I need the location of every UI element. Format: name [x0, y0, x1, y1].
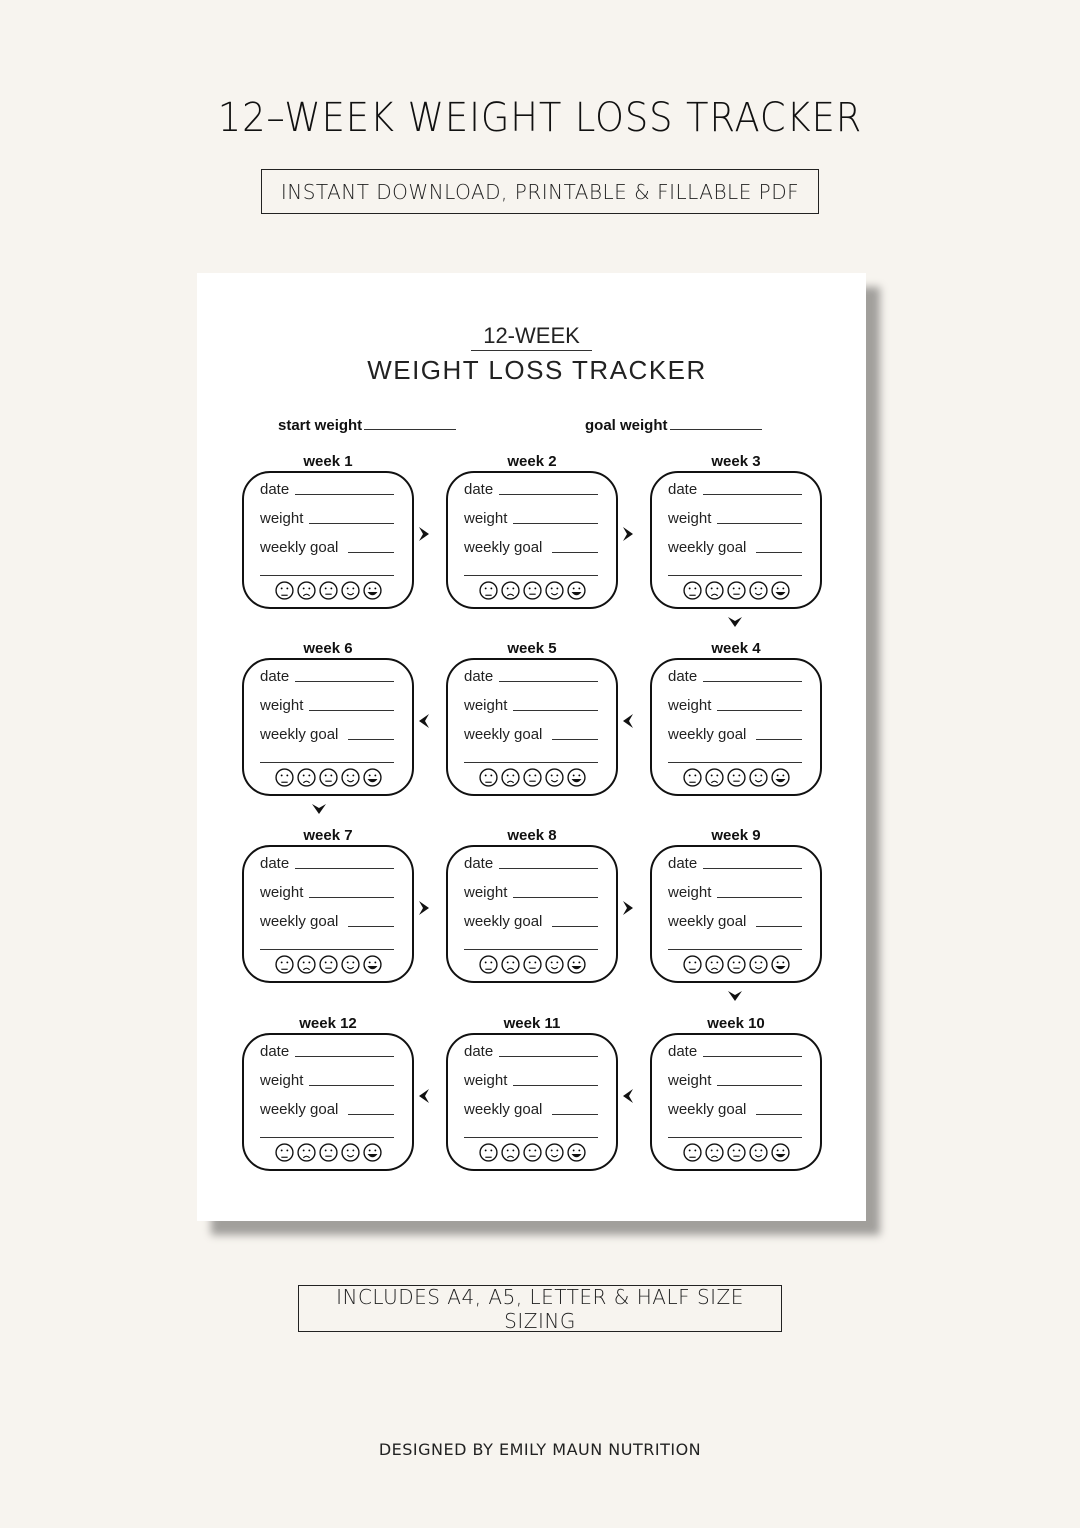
happy-face-icon[interactable] [567, 581, 586, 600]
week-card [242, 471, 414, 609]
mood-rating [448, 768, 616, 787]
week-label: week 11 [503, 1015, 561, 1032]
sad-face-icon[interactable] [683, 768, 702, 787]
goal-weight-label: goal weight [585, 417, 668, 434]
week-card [446, 658, 618, 796]
date-field[interactable] [668, 1043, 802, 1060]
frown-face-icon[interactable] [297, 1143, 316, 1162]
notes-line[interactable] [668, 762, 802, 763]
notes-line[interactable] [668, 1137, 802, 1138]
frown-face-icon[interactable] [297, 955, 316, 974]
happy-face-icon[interactable] [771, 581, 790, 600]
weekly-goal-label: weekly goal [668, 726, 747, 743]
weight-label: weight [668, 884, 712, 901]
arrow-left-icon [417, 713, 431, 729]
weight-field[interactable] [260, 1072, 394, 1089]
week-label: week 5 [507, 640, 557, 657]
weekly-goal-label: weekly goal [260, 1101, 339, 1118]
weekly-goal-field[interactable] [668, 539, 802, 556]
week-label: week 8 [507, 827, 557, 844]
weight-field[interactable] [464, 697, 598, 714]
mood-rating [244, 768, 412, 787]
date-field[interactable] [260, 1043, 394, 1060]
weekly-goal-field[interactable] [464, 913, 598, 930]
date-field[interactable] [464, 668, 598, 685]
date-label: date [464, 855, 494, 872]
weekly-goal-field[interactable] [668, 1101, 802, 1118]
weight-field[interactable] [260, 884, 394, 901]
date-label: date [668, 668, 698, 685]
arrow-right-icon [417, 900, 431, 916]
happy-face-icon[interactable] [771, 1143, 790, 1162]
week-label: week 10 [707, 1015, 765, 1032]
weekly-goal-label: weekly goal [668, 913, 747, 930]
week-label: week 1 [303, 453, 353, 470]
smile-face-icon[interactable] [545, 768, 564, 787]
weight-label: weight [260, 884, 304, 901]
weekly-goal-field[interactable] [668, 913, 802, 930]
date-field[interactable] [260, 668, 394, 685]
smile-face-icon[interactable] [545, 955, 564, 974]
notes-line[interactable] [464, 575, 598, 576]
smile-face-icon[interactable] [545, 581, 564, 600]
week-label: week 6 [303, 640, 353, 657]
frown-face-icon[interactable] [501, 768, 520, 787]
notes-line[interactable] [464, 949, 598, 950]
smile-face-icon[interactable] [545, 1143, 564, 1162]
arrow-right-icon [621, 526, 635, 542]
frown-face-icon[interactable] [501, 955, 520, 974]
sad-face-icon[interactable] [275, 581, 294, 600]
week-label: week 3 [711, 453, 761, 470]
date-label: date [464, 668, 494, 685]
date-label: date [260, 1043, 290, 1060]
weight-label: weight [464, 697, 508, 714]
happy-face-icon[interactable] [363, 1143, 382, 1162]
happy-face-icon[interactable] [567, 1143, 586, 1162]
sheet-title: WEIGHT LOSS TRACKER [367, 355, 707, 385]
happy-face-icon[interactable] [771, 955, 790, 974]
neutral-face-icon[interactable] [727, 1143, 746, 1162]
mood-rating [448, 955, 616, 974]
weekly-goal-field[interactable] [464, 726, 598, 743]
weekly-goal-label: weekly goal [260, 539, 339, 556]
download-banner: INSTANT DOWNLOAD, PRINTABLE & FILLABLE PDF [261, 169, 819, 214]
frown-face-icon[interactable] [705, 581, 724, 600]
sheet-subtitle [197, 323, 866, 349]
happy-face-icon[interactable] [567, 768, 586, 787]
weekly-goal-label: weekly goal [464, 726, 543, 743]
weight-label: weight [260, 510, 304, 527]
neutral-face-icon[interactable] [319, 581, 338, 600]
notes-line[interactable] [668, 949, 802, 950]
date-label: date [668, 481, 698, 498]
weight-label: weight [464, 1072, 508, 1089]
weekly-goal-field[interactable] [668, 726, 802, 743]
week-card [650, 1033, 822, 1171]
sad-face-icon[interactable] [479, 581, 498, 600]
smile-face-icon[interactable] [341, 768, 360, 787]
week-card [650, 658, 822, 796]
sheet-title-line1: 12-WEEK [471, 323, 592, 351]
frown-face-icon[interactable] [705, 955, 724, 974]
arrow-right-icon [621, 900, 635, 916]
page-title: 12–WEEK WEIGHT LOSS TRACKER [217, 95, 863, 141]
frown-face-icon[interactable] [297, 581, 316, 600]
week-card [650, 845, 822, 983]
frown-face-icon[interactable] [297, 768, 316, 787]
sad-face-icon[interactable] [683, 1143, 702, 1162]
weekly-goal-label: weekly goal [260, 726, 339, 743]
date-label: date [260, 668, 290, 685]
weekly-goal-field[interactable] [260, 913, 394, 930]
neutral-face-icon[interactable] [523, 1143, 542, 1162]
weekly-goal-label: weekly goal [668, 1101, 747, 1118]
weight-label: weight [260, 1072, 304, 1089]
weight-field[interactable] [260, 510, 394, 527]
weekly-goal-label: weekly goal [464, 1101, 543, 1118]
weight-label: weight [464, 510, 508, 527]
date-label: date [464, 1043, 494, 1060]
notes-line[interactable] [260, 575, 394, 576]
date-field[interactable] [260, 481, 394, 498]
date-field[interactable] [260, 855, 394, 872]
notes-line[interactable] [464, 762, 598, 763]
weight-label: weight [464, 884, 508, 901]
date-label: date [464, 481, 494, 498]
weight-field[interactable] [464, 1072, 598, 1089]
arrow-down-icon [727, 615, 743, 629]
neutral-face-icon[interactable] [523, 768, 542, 787]
mood-rating [448, 581, 616, 600]
weight-field[interactable] [668, 1072, 802, 1089]
happy-face-icon[interactable] [771, 768, 790, 787]
goal-weight-field[interactable] [585, 417, 762, 434]
week-label: week 12 [299, 1015, 357, 1032]
mood-rating [652, 1143, 820, 1162]
mood-rating [652, 955, 820, 974]
happy-face-icon[interactable] [363, 955, 382, 974]
weight-label: weight [668, 697, 712, 714]
neutral-face-icon[interactable] [727, 581, 746, 600]
weight-field[interactable] [668, 510, 802, 527]
date-label: date [260, 481, 290, 498]
weekly-goal-field[interactable] [260, 539, 394, 556]
happy-face-icon[interactable] [363, 581, 382, 600]
neutral-face-icon[interactable] [727, 955, 746, 974]
frown-face-icon[interactable] [705, 1143, 724, 1162]
date-field[interactable] [668, 668, 802, 685]
date-label: date [668, 1043, 698, 1060]
weight-field[interactable] [464, 884, 598, 901]
week-label: week 2 [507, 453, 557, 470]
happy-face-icon[interactable] [363, 768, 382, 787]
week-card [446, 1033, 618, 1171]
week-card [242, 845, 414, 983]
week-card [446, 845, 618, 983]
neutral-face-icon[interactable] [319, 955, 338, 974]
week-label: week 4 [711, 640, 761, 657]
sad-face-icon[interactable] [275, 1143, 294, 1162]
weekly-goal-field[interactable] [464, 539, 598, 556]
sad-face-icon[interactable] [479, 955, 498, 974]
weekly-goal-label: weekly goal [260, 913, 339, 930]
week-label: week 7 [303, 827, 353, 844]
weight-field[interactable] [668, 884, 802, 901]
sizing-banner: INCLUDES A4, A5, LETTER & HALF SIZE SIZING [298, 1285, 782, 1332]
arrow-down-icon [311, 802, 327, 816]
date-field[interactable] [464, 1043, 598, 1060]
weight-label: weight [668, 1072, 712, 1089]
weekly-goal-label: weekly goal [464, 913, 543, 930]
weight-field[interactable] [668, 697, 802, 714]
start-weight-field[interactable] [278, 417, 456, 434]
arrow-left-icon [621, 713, 635, 729]
notes-line[interactable] [260, 949, 394, 950]
weight-field[interactable] [464, 510, 598, 527]
smile-face-icon[interactable] [749, 768, 768, 787]
arrow-left-icon [621, 1088, 635, 1104]
notes-line[interactable] [260, 762, 394, 763]
arrow-down-icon [727, 989, 743, 1003]
weekly-goal-field[interactable] [260, 1101, 394, 1118]
sad-face-icon[interactable] [479, 768, 498, 787]
neutral-face-icon[interactable] [523, 955, 542, 974]
weekly-goal-label: weekly goal [464, 539, 543, 556]
week-card [242, 1033, 414, 1171]
mood-rating [244, 1143, 412, 1162]
mood-rating [244, 581, 412, 600]
mood-rating [652, 581, 820, 600]
weight-label: weight [668, 510, 712, 527]
sad-face-icon[interactable] [275, 768, 294, 787]
smile-face-icon[interactable] [749, 581, 768, 600]
smile-face-icon[interactable] [341, 955, 360, 974]
neutral-face-icon[interactable] [319, 768, 338, 787]
weekly-goal-field[interactable] [260, 726, 394, 743]
neutral-face-icon[interactable] [727, 768, 746, 787]
date-label: date [260, 855, 290, 872]
neutral-face-icon[interactable] [319, 1143, 338, 1162]
sad-face-icon[interactable] [683, 955, 702, 974]
notes-line[interactable] [464, 1137, 598, 1138]
date-field[interactable] [464, 481, 598, 498]
frown-face-icon[interactable] [501, 1143, 520, 1162]
sad-face-icon[interactable] [479, 1143, 498, 1162]
smile-face-icon[interactable] [341, 1143, 360, 1162]
frown-face-icon[interactable] [501, 581, 520, 600]
week-label: week 9 [711, 827, 761, 844]
mood-rating [652, 768, 820, 787]
weight-field[interactable] [260, 697, 394, 714]
week-card [650, 471, 822, 609]
sad-face-icon[interactable] [683, 581, 702, 600]
weekly-goal-field[interactable] [464, 1101, 598, 1118]
sad-face-icon[interactable] [275, 955, 294, 974]
happy-face-icon[interactable] [567, 955, 586, 974]
weekly-goal-label: weekly goal [668, 539, 747, 556]
mood-rating [244, 955, 412, 974]
weight-label: weight [260, 697, 304, 714]
week-card [446, 471, 618, 609]
neutral-face-icon[interactable] [523, 581, 542, 600]
arrow-left-icon [417, 1088, 431, 1104]
tracker-sheet [197, 273, 866, 1221]
smile-face-icon[interactable] [341, 581, 360, 600]
arrow-right-icon [417, 526, 431, 542]
mood-rating [448, 1143, 616, 1162]
date-field[interactable] [668, 855, 802, 872]
start-weight-label: start weight [278, 417, 363, 434]
date-field[interactable] [464, 855, 598, 872]
smile-face-icon[interactable] [749, 955, 768, 974]
frown-face-icon[interactable] [705, 768, 724, 787]
smile-face-icon[interactable] [749, 1143, 768, 1162]
week-card [242, 658, 414, 796]
notes-line[interactable] [260, 1137, 394, 1138]
notes-line[interactable] [668, 575, 802, 576]
date-field[interactable] [668, 481, 802, 498]
date-label: date [668, 855, 698, 872]
designer-credit: DESIGNED BY EMILY MAUN NUTRITION [378, 1440, 702, 1459]
